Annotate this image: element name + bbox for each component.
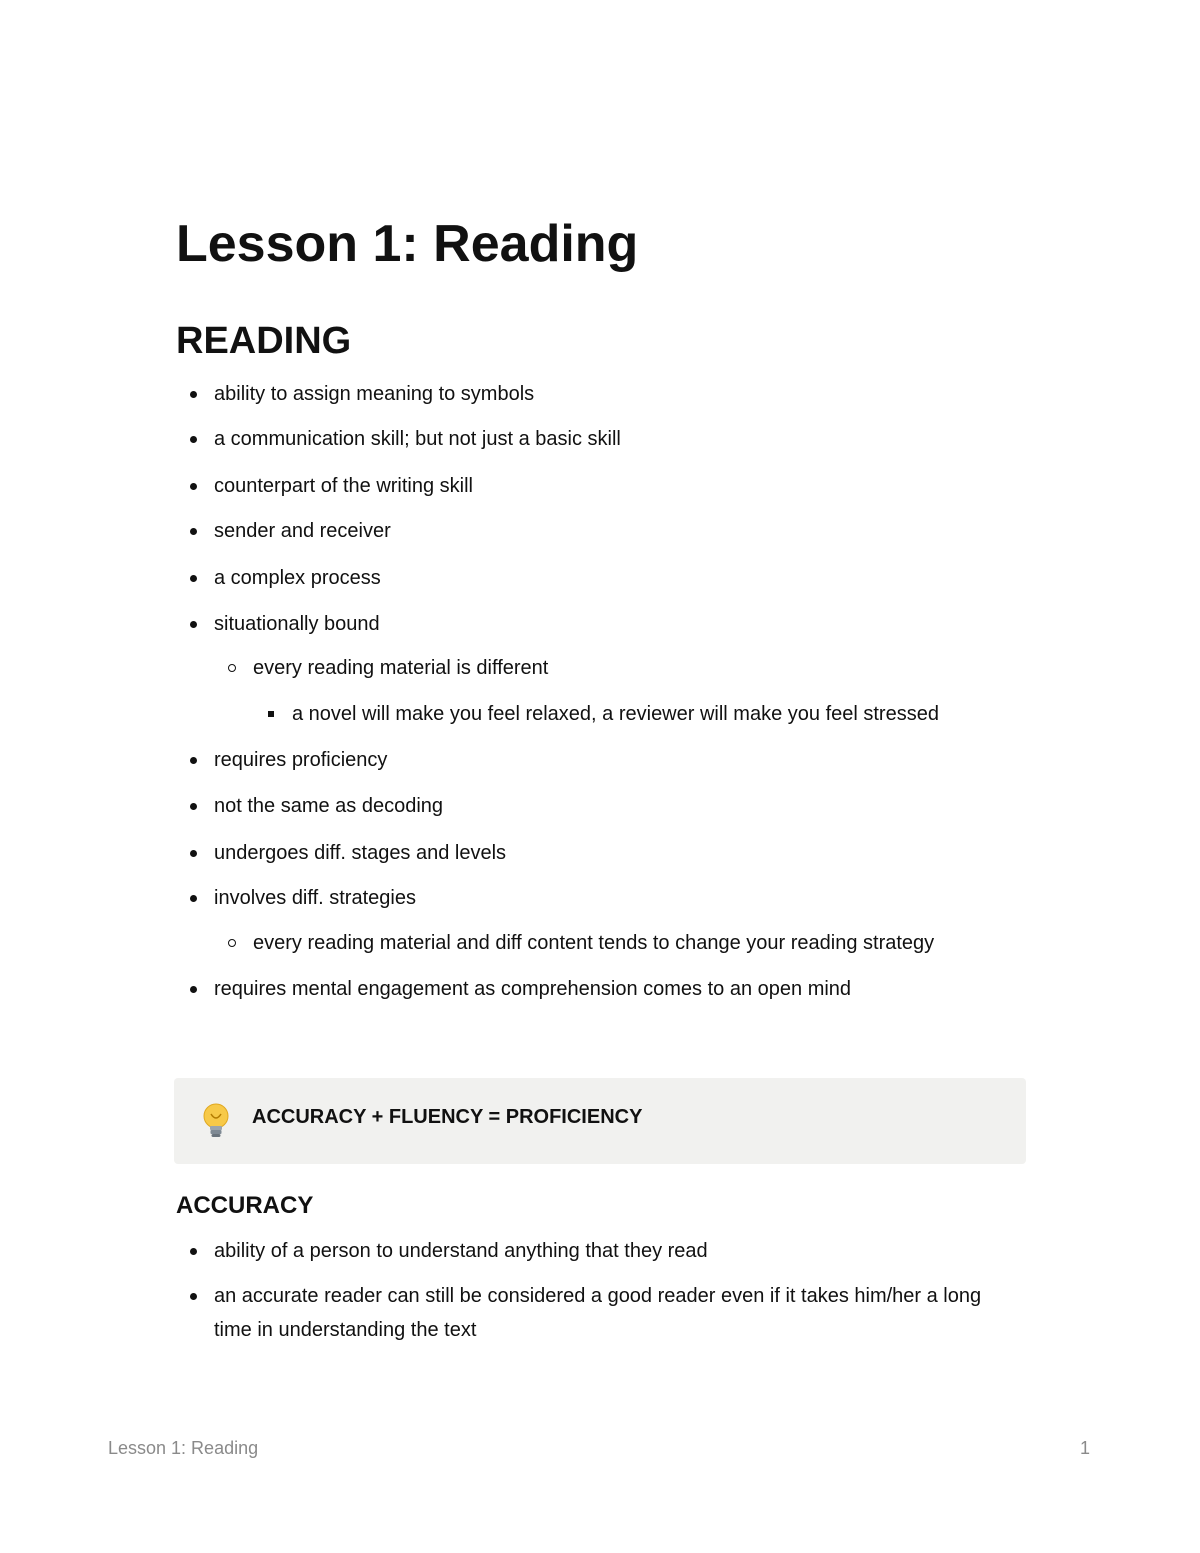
list-item-text: undergoes diff. stages and levels (214, 842, 507, 864)
bullet-disc-icon (186, 469, 200, 503)
list-item-text: every reading material and diff content tends to change your reading strategy (253, 932, 935, 954)
list-item-text: sender and receiver (214, 520, 391, 542)
list-item-text: involves diff. strategies (214, 887, 416, 909)
list-item (214, 1279, 1014, 1347)
page-title: Lesson 1: Reading (176, 215, 639, 273)
bullet-disc-icon (186, 607, 200, 641)
list-item-text: requires mental engagement as comprehension comes to an open mind (214, 978, 852, 1000)
list-item-text: a complex process (214, 567, 381, 589)
callout-text: ACCURACY + FLUENCY = PROFICIENCY (252, 1106, 643, 1128)
bullet-disc-icon (186, 514, 200, 548)
list-item (214, 1234, 708, 1268)
bullet-disc-icon (186, 743, 200, 777)
bullet-disc-icon (186, 789, 200, 823)
bullet-disc-icon (186, 836, 200, 870)
callout-box (174, 1078, 1026, 1164)
list-item-text: ability of a person to understand anything that they read (214, 1240, 708, 1262)
list-item (214, 789, 443, 823)
list-item (214, 881, 416, 915)
section-heading-reading: READING (176, 320, 352, 362)
list-item-text: situationally bound (214, 613, 380, 635)
bullet-disc-icon (186, 972, 200, 1006)
list-item-text: not the same as decoding (214, 795, 444, 817)
list-item-text: a novel will make you feel relaxed, a reviewer will make you feel stressed (292, 703, 939, 725)
bullet-disc-icon (186, 881, 200, 915)
lightbulb-icon (196, 1100, 236, 1144)
list-item-text: counterpart of the writing skill (214, 475, 474, 497)
bullet-square-icon (264, 697, 278, 731)
list-item (214, 469, 473, 503)
list-item (214, 561, 381, 595)
bullet-disc-icon (186, 422, 200, 456)
list-item-nested (253, 651, 548, 685)
list-item (214, 422, 621, 456)
list-item-nested (253, 926, 934, 960)
bullet-disc-icon (186, 1234, 200, 1268)
section-heading-accuracy: ACCURACY (176, 1192, 314, 1219)
list-item-text: an accurate reader can still be considered a good reader even if it takes him/her a long time in understanding the text (214, 1285, 982, 1341)
list-item-text: requires proficiency (214, 749, 388, 771)
list-item (214, 743, 387, 777)
list-item (214, 514, 391, 548)
list-item-text: ability to assign meaning to symbols (214, 383, 535, 405)
list-item-text: a communication skill; but not just a basic skill (214, 428, 621, 450)
bullet-disc-icon (186, 1279, 200, 1313)
bullet-circle-icon (225, 651, 239, 685)
list-item (214, 972, 851, 1006)
bullet-disc-icon (186, 561, 200, 595)
list-item-text: every reading material is different (253, 657, 549, 679)
footer-page-number: 1 (1079, 1438, 1090, 1458)
bullet-disc-icon (186, 377, 200, 411)
list-item (214, 836, 506, 870)
footer-document-title: Lesson 1: Reading (108, 1438, 259, 1458)
list-item (214, 607, 380, 641)
list-item-nested (292, 697, 939, 731)
list-item (214, 377, 534, 411)
bullet-circle-icon (225, 926, 239, 960)
